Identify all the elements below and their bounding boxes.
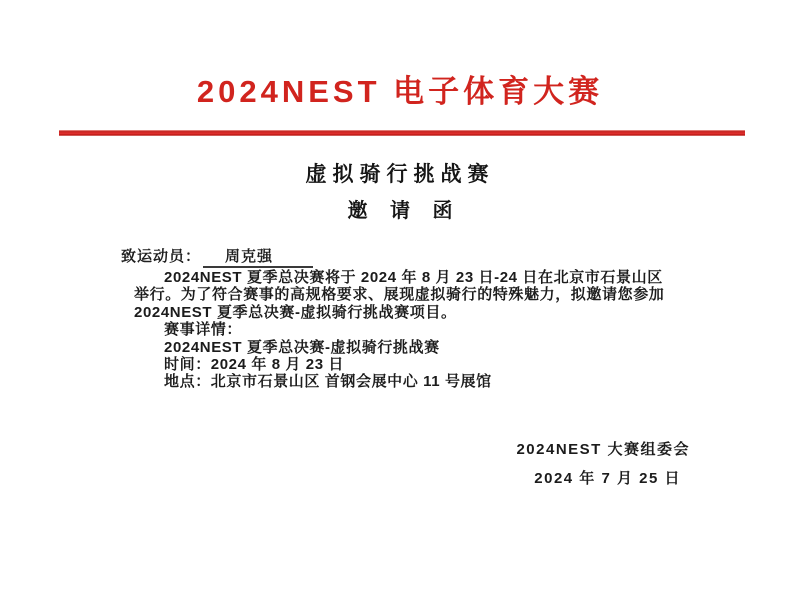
red-divider-line — [59, 130, 745, 136]
recipient-line — [121, 245, 313, 268]
body-line-5: 2024NEST 夏季总决赛-虚拟骑行挑战赛 — [164, 338, 440, 356]
body-line-2: 举行。为了符合赛事的高规格要求、展现虚拟骑行的特殊魅力，拟邀请您参加 — [134, 286, 665, 304]
recipient-label: 致运动员： — [121, 248, 202, 265]
event-name-heading: 虚拟骑行挑战赛 — [305, 163, 495, 186]
signature-organization: 2024NEST 大赛组委会 — [516, 441, 690, 458]
body-line-3: 2024NEST 夏季总决赛-虚拟骑行挑战赛项目。 — [134, 303, 457, 321]
body-line-6: 时间：2024 年 8 月 23 日 — [164, 356, 345, 374]
body-line-7: 地点：北京市石景山区 首钢会展中心 11 号展馆 — [164, 373, 492, 391]
recipient-name: 周克强 — [203, 245, 313, 268]
body-line-1: 2024NEST 夏季总决赛将于 2024 年 8 月 23 日-24 日在北京市石景山区 — [164, 269, 663, 286]
document-title: 2024NEST 电子体育大赛 — [196, 74, 604, 109]
body-line-4: 赛事详情： — [164, 321, 243, 339]
letter-type-heading: 邀 请 函 — [347, 200, 453, 222]
letter-body — [134, 269, 690, 391]
signature-date: 2024 年 7 月 25 日 — [534, 470, 681, 487]
